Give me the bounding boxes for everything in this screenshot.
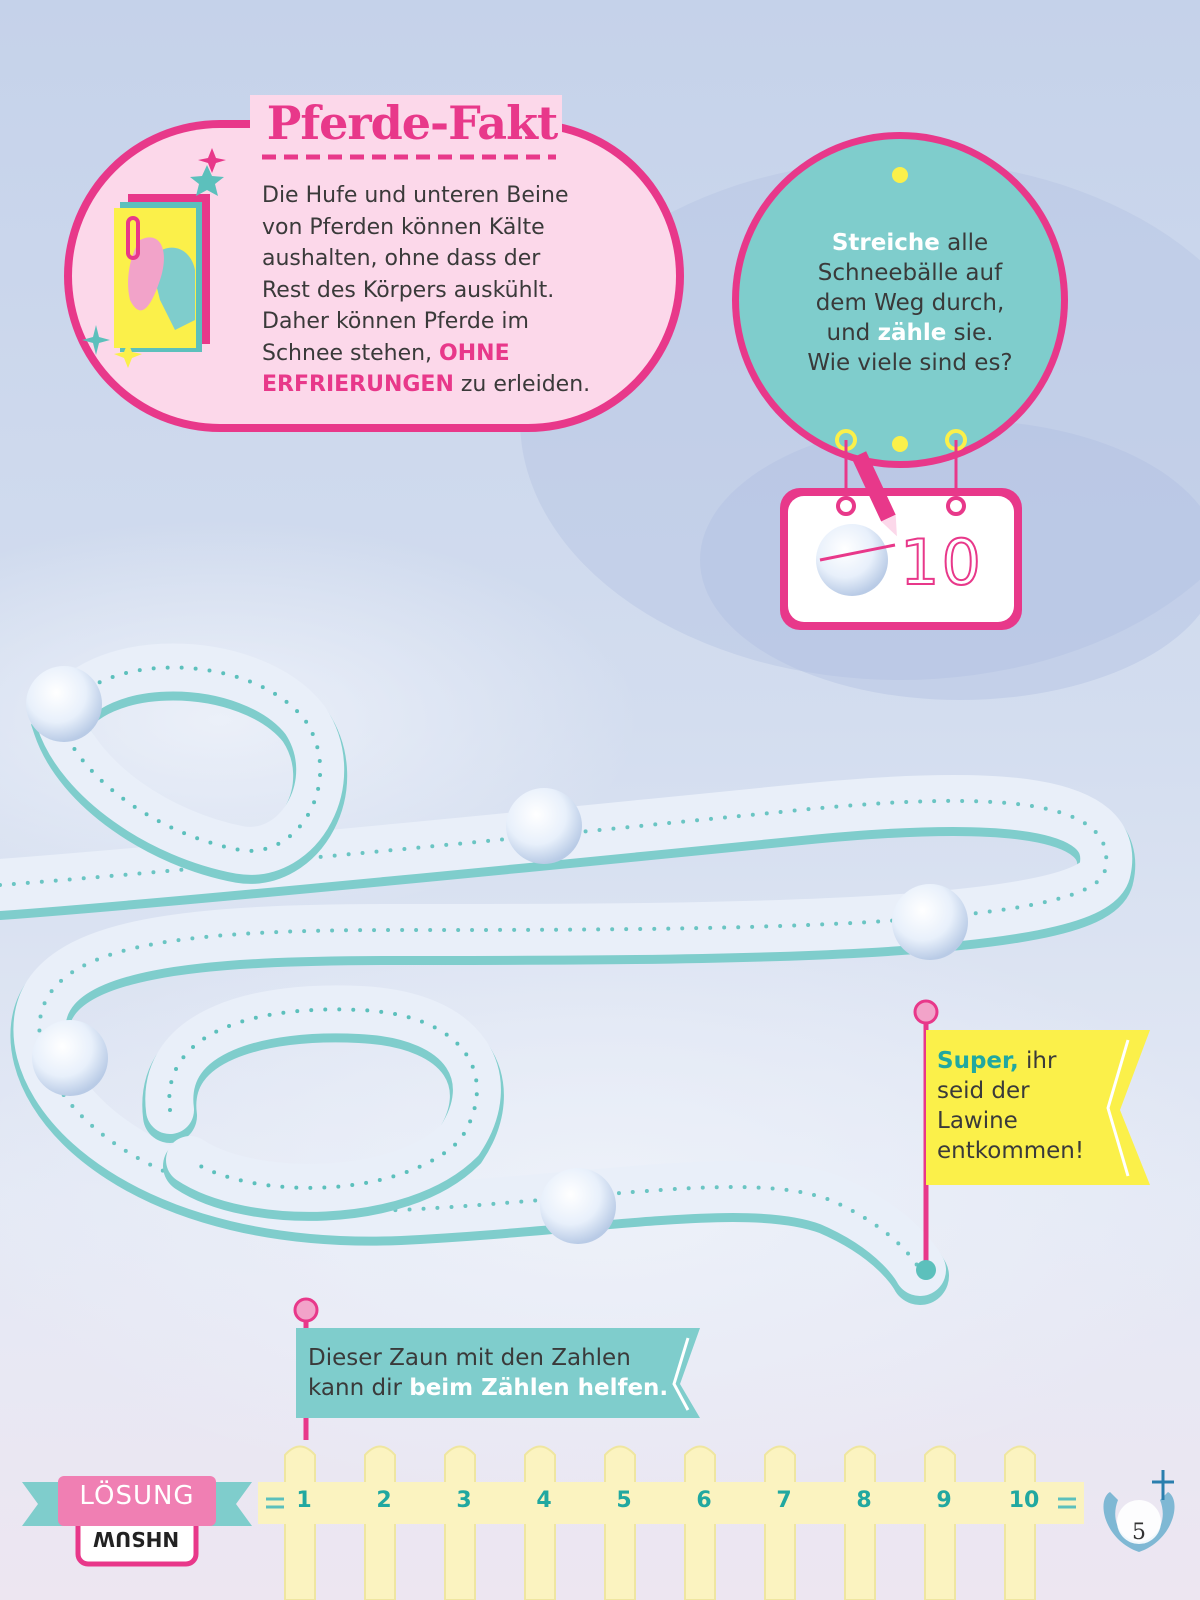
fact-line: Daher können Pferde im [262,309,529,334]
hint-line: Dieser Zaun mit den Zahlen [308,1345,631,1371]
fact-text-segment: zu erleiden. [453,372,591,397]
fence-number: 4 [536,1488,552,1513]
fact-line [262,338,602,370]
task-keyword: Streiche [831,230,940,256]
task-line: Wie viele sind es? [807,350,1013,376]
snowball [892,884,968,960]
snowball [32,1020,108,1096]
fence-number: 5 [616,1488,632,1513]
fence-number: 7 [776,1488,792,1513]
flag-keyword: Super, [937,1048,1019,1074]
hint-text [308,1343,688,1403]
flag-line [937,1046,1097,1076]
snowball [506,788,582,864]
fact-line: aushalten, ohne dass der [262,246,541,271]
flag-line: Lawine [937,1108,1018,1134]
flag-line: entkommen! [937,1138,1085,1164]
solution-label: LÖSUNG [79,1481,195,1511]
fact-highlight: ERFRIERUNGEN [262,372,454,397]
solution-answer: NHSUW [92,1527,180,1551]
fact-line: Die Hufe und unteren Beine [262,183,569,208]
fact-text [262,180,602,401]
horse-notebook-icon [114,194,210,352]
hint-text-segment: kann dir [308,1375,410,1401]
snowball [540,1168,616,1244]
fence-number: 6 [696,1488,712,1513]
fact-title: Pferde-Fakt [266,96,558,150]
task-text-segment: alle [939,230,989,256]
finish-flag-text [937,1046,1097,1166]
fence-number: 10 [1008,1488,1040,1513]
flag-text-segment: ihr [1018,1048,1057,1074]
task-text-segment: und [826,320,878,346]
fence-number: 8 [856,1488,872,1513]
page-number: 5 [1132,1520,1146,1545]
task-keyword: zähle [877,320,947,346]
fence-number: 2 [376,1488,392,1513]
task-line [760,318,1060,348]
hint-line [308,1373,688,1403]
fence-number: 9 [936,1488,952,1513]
example-number: 10 [900,526,983,599]
snowball [26,666,102,742]
flag-line: seid der [937,1078,1030,1104]
fact-line [262,369,602,401]
fence-number: 1 [296,1488,312,1513]
task-line [760,228,1060,258]
fact-line: Rest des Körpers auskühlt. [262,277,555,303]
task-line: Schneebälle auf [817,260,1003,286]
task-line: dem Weg durch, [815,290,1005,316]
fact-text-segment: Schnee stehen, [262,340,440,366]
fact-line: von Pferden können Kälte [262,214,545,240]
fact-highlight: OHNE [439,340,510,366]
task-text-segment: sie. [946,320,994,346]
hint-keyword: beim Zählen helfen. [409,1375,669,1401]
fence-number: 3 [456,1488,472,1513]
task-instructions [760,228,1060,378]
